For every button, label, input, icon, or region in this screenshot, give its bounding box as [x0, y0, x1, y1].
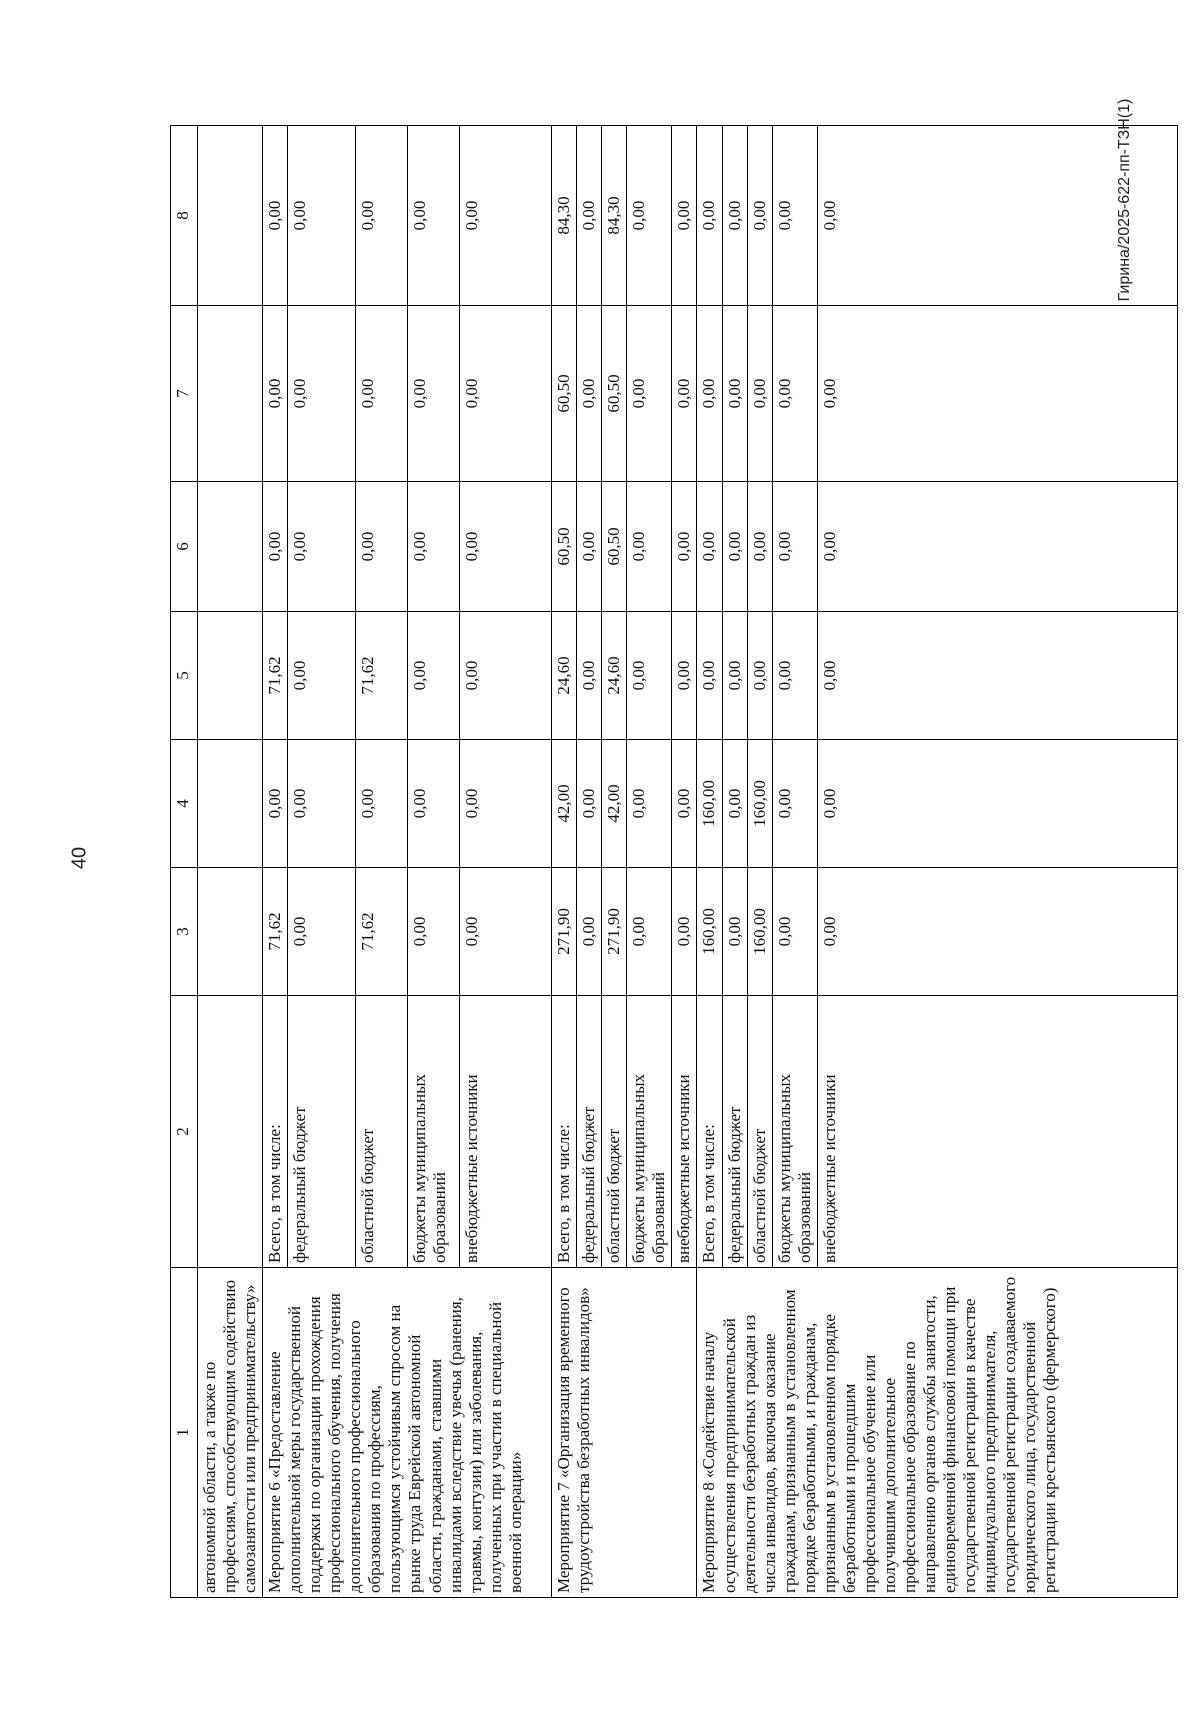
value-cell: 0,00: [627, 126, 672, 306]
value-cell: 0,00: [460, 482, 552, 612]
page-number: 40: [68, 846, 91, 870]
value-cell: 0,00: [697, 306, 722, 482]
funding-source: Всего, в том числе:: [263, 996, 288, 1268]
empty-cell: [198, 740, 263, 868]
value-cell: 160,00: [747, 868, 772, 996]
value-cell: 0,00: [460, 612, 552, 740]
header-row: [171, 126, 198, 1598]
value-cell: 0,00: [672, 482, 697, 612]
value-cell: 0,00: [722, 612, 747, 740]
value-cell: 71,62: [263, 612, 288, 740]
budget-table: [170, 125, 1178, 1598]
value-cell: 0,00: [722, 306, 747, 482]
funding-source: Всего, в том числе:: [697, 996, 722, 1268]
column-header-7: 7: [171, 306, 198, 482]
table-row: [697, 126, 722, 1598]
funding-source: внебюджетные источники: [672, 996, 697, 1268]
value-cell: 0,00: [288, 126, 356, 306]
value-cell: 0,00: [263, 482, 288, 612]
value-cell: 60,50: [552, 482, 577, 612]
funding-source: бюджеты муниципальных образований: [772, 996, 817, 1268]
value-cell: 0,00: [772, 868, 817, 996]
empty-cell: [198, 612, 263, 740]
value-cell: 0,00: [817, 126, 1177, 306]
value-cell: 71,62: [356, 612, 408, 740]
table-row: [552, 126, 577, 1598]
value-cell: 0,00: [697, 612, 722, 740]
value-cell: 0,00: [460, 868, 552, 996]
value-cell: 0,00: [288, 868, 356, 996]
value-cell: 0,00: [627, 612, 672, 740]
value-cell: 160,00: [747, 740, 772, 868]
continuation-row: [198, 126, 263, 1598]
value-cell: 0,00: [408, 612, 460, 740]
value-cell: 0,00: [747, 612, 772, 740]
table-row: [263, 126, 288, 1598]
funding-source: бюджеты муниципальных образований: [408, 996, 460, 1268]
value-cell: 0,00: [288, 482, 356, 612]
value-cell: 0,00: [288, 306, 356, 482]
value-cell: 0,00: [672, 868, 697, 996]
value-cell: 0,00: [722, 482, 747, 612]
value-cell: 0,00: [577, 740, 602, 868]
value-cell: 0,00: [697, 126, 722, 306]
value-cell: 160,00: [697, 868, 722, 996]
value-cell: 24,60: [552, 612, 577, 740]
funding-source: внебюджетные источники: [460, 996, 552, 1268]
value-cell: 0,00: [817, 868, 1177, 996]
value-cell: 0,00: [817, 482, 1177, 612]
funding-source: внебюджетные источники: [817, 996, 1177, 1268]
funding-source: областной бюджет: [747, 996, 772, 1268]
document-reference: Гирина/2025-622-пп-ТЗН(1): [1116, 98, 1133, 302]
value-cell: 24,60: [602, 612, 627, 740]
funding-source: Всего, в том числе:: [552, 996, 577, 1268]
value-cell: 0,00: [627, 306, 672, 482]
value-cell: 0,00: [817, 612, 1177, 740]
column-header-6: 6: [171, 482, 198, 612]
value-cell: 0,00: [408, 306, 460, 482]
value-cell: 0,00: [356, 126, 408, 306]
value-cell: 0,00: [408, 740, 460, 868]
value-cell: 0,00: [263, 740, 288, 868]
continuation-text: автономной области, а также по профессиям, способствующим содействию самозанятости или предпринимательству»: [198, 1268, 263, 1598]
value-cell: 0,00: [263, 126, 288, 306]
measure-7-title: Мероприятие 7 «Организация временного трудоустройства безработных инвалидов»: [552, 1268, 697, 1598]
value-cell: 0,00: [747, 482, 772, 612]
value-cell: 0,00: [460, 126, 552, 306]
value-cell: 0,00: [356, 740, 408, 868]
value-cell: 0,00: [747, 126, 772, 306]
empty-cell: [198, 996, 263, 1268]
value-cell: 0,00: [772, 126, 817, 306]
value-cell: 0,00: [772, 306, 817, 482]
value-cell: 42,00: [602, 740, 627, 868]
value-cell: 0,00: [356, 482, 408, 612]
value-cell: 0,00: [722, 126, 747, 306]
column-header-3: 3: [171, 868, 198, 996]
funding-source: федеральный бюджет: [577, 996, 602, 1268]
value-cell: 60,50: [602, 482, 627, 612]
value-cell: 71,62: [356, 868, 408, 996]
value-cell: 160,00: [697, 740, 722, 868]
value-cell: 0,00: [460, 306, 552, 482]
value-cell: 0,00: [263, 306, 288, 482]
value-cell: 0,00: [722, 868, 747, 996]
value-cell: 0,00: [697, 482, 722, 612]
value-cell: 271,90: [552, 868, 577, 996]
value-cell: 0,00: [288, 612, 356, 740]
value-cell: 0,00: [577, 482, 602, 612]
value-cell: 71,62: [263, 868, 288, 996]
value-cell: 84,30: [602, 126, 627, 306]
empty-cell: [198, 482, 263, 612]
measure-8-title: Мероприятие 8 «Содействие началу осуществления предпринимательской деятельности безработных граждан из числа инвалидов, включая оказание гражданам, признанным в установленном порядке безработными, и гражданам, признанным в установленном порядке безработными и прошедшим профессиональное обучение или получившим дополнительное профессиональное образование по направлению органов службы занятости, единовременной финансовой помощи при государственной регистрации в качестве индивидуального предпринимателя, государственной регистрации создаваемого юридического лица, государственной регистрации крестьянского (фермерского): [697, 1268, 1177, 1598]
value-cell: 0,00: [577, 868, 602, 996]
empty-cell: [198, 306, 263, 482]
value-cell: 0,00: [722, 740, 747, 868]
value-cell: 0,00: [356, 306, 408, 482]
value-cell: 0,00: [672, 126, 697, 306]
funding-source: федеральный бюджет: [722, 996, 747, 1268]
column-header-5: 5: [171, 612, 198, 740]
value-cell: 0,00: [408, 868, 460, 996]
funding-source: федеральный бюджет: [288, 996, 356, 1268]
funding-source: областной бюджет: [602, 996, 627, 1268]
value-cell: 0,00: [772, 612, 817, 740]
value-cell: 0,00: [817, 306, 1177, 482]
empty-cell: [198, 126, 263, 306]
value-cell: 84,30: [552, 126, 577, 306]
empty-cell: [198, 868, 263, 996]
funding-source: областной бюджет: [356, 996, 408, 1268]
value-cell: 0,00: [288, 740, 356, 868]
value-cell: 0,00: [408, 482, 460, 612]
value-cell: 0,00: [627, 482, 672, 612]
column-header-8: 8: [171, 126, 198, 306]
value-cell: 0,00: [577, 306, 602, 482]
value-cell: 60,50: [602, 306, 627, 482]
value-cell: 0,00: [627, 868, 672, 996]
column-header-4: 4: [171, 740, 198, 868]
value-cell: 0,00: [627, 740, 672, 868]
value-cell: 0,00: [772, 482, 817, 612]
value-cell: 271,90: [602, 868, 627, 996]
value-cell: 60,50: [552, 306, 577, 482]
value-cell: 0,00: [672, 612, 697, 740]
column-header-1: 1: [171, 1268, 198, 1598]
value-cell: 0,00: [460, 740, 552, 868]
value-cell: 0,00: [577, 126, 602, 306]
value-cell: 0,00: [672, 740, 697, 868]
measure-6-title: Мероприятие 6 «Предоставление дополнительной меры государственной поддержки по организации прохождения профессионального обучения, получения дополнительного профессионального образования по профессиям, пользующимся устойчивым спросом на рынке труда Еврейской автономной области, гражданами, ставшими инвалидами вследствие увечья (ранения, травмы, контузии) или заболевания, полученных при участии в специальной военной операции»: [263, 1268, 552, 1598]
value-cell: 0,00: [817, 740, 1177, 868]
column-header-2: 2: [171, 996, 198, 1268]
value-cell: 0,00: [408, 126, 460, 306]
value-cell: 0,00: [577, 612, 602, 740]
value-cell: 0,00: [672, 306, 697, 482]
value-cell: 0,00: [747, 306, 772, 482]
value-cell: 0,00: [772, 740, 817, 868]
rotated-table-container: [170, 126, 1110, 1598]
funding-source: бюджеты муниципальных образований: [627, 996, 672, 1268]
value-cell: 42,00: [552, 740, 577, 868]
